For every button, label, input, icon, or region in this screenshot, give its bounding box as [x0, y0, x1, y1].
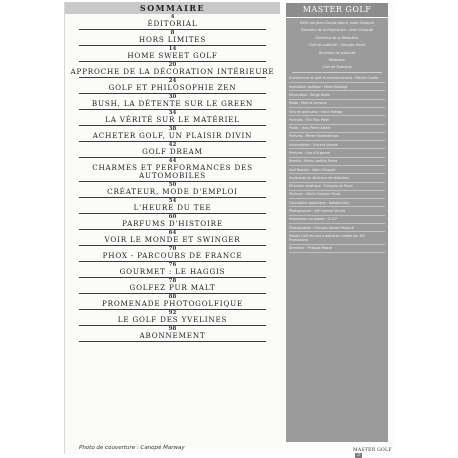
toc-item — [65, 326, 280, 342]
toc-page-number: 76 — [168, 262, 177, 268]
credits-list-item: Directeur : Philippe Massé — [289, 245, 385, 253]
credits-list-item: Parfums : Pierre Hardentemps — [289, 133, 385, 141]
credits-masthead — [286, 18, 388, 70]
credits-list-item: Portraits : Eric Mac Peter — [289, 116, 385, 124]
toc-page-number: 92 — [168, 310, 177, 316]
toc-item — [65, 62, 280, 78]
credits-list-item: Assistante du directeur de rédaction — [289, 174, 385, 182]
credits-list-item: Parfums : Lise d'Argenne — [289, 149, 385, 157]
credits-list-item: Architecture en golf et environnement : Patrick Comte — [289, 75, 385, 83]
toc-page-number: 24 — [168, 78, 177, 84]
credits-masthead-line: Directeur de la Rédaction — [315, 35, 359, 40]
toc-header: SOMMAIRE — [65, 2, 280, 14]
credits-list-item: Immobilier golfique : Marie Baillage — [289, 83, 385, 91]
toc-item — [65, 198, 280, 214]
toc-page-number: 98 — [168, 326, 177, 332]
toc-page-number: 8 — [170, 30, 175, 36]
toc-item — [65, 214, 280, 230]
toc-title: GOLF ET PHILOSOPHIE ZEN — [108, 83, 237, 92]
toc-title: GOLFEZ PUR MALT — [129, 283, 216, 292]
magazine-logo: MASTER GOLF — [286, 3, 388, 17]
toc-title: LA VÉRITÉ SUR LE MATÉRIEL — [105, 115, 240, 124]
toc-title: ABONNEMENT — [139, 331, 206, 340]
toc-title: GOLF DREAM — [142, 147, 203, 156]
toc-item — [65, 278, 280, 294]
credits-list-item: Impression sur papier : G.O.P — [289, 216, 385, 224]
toc-item — [65, 46, 280, 62]
toc-title: HORS LIMITES — [138, 35, 207, 44]
toc-title: CHARMES ET PERFORMANCES DES AUTOMOBILES — [92, 163, 253, 180]
toc-page-number: 4 — [170, 14, 175, 20]
toc-item — [65, 262, 280, 278]
toc-list — [65, 14, 280, 342]
toc-title: L'HEURE DU TEE — [133, 203, 212, 212]
credits-masthead-line: Directeur de publicité — [318, 50, 356, 55]
toc-title: ÉDITORIAL — [147, 19, 198, 28]
toc-title: CRÉATEUR, MODE D'EMPLOI — [107, 187, 238, 196]
toc-page-number: 50 — [168, 182, 177, 188]
toc-title: HOME SWEET GOLF — [127, 51, 218, 60]
magazine-page — [64, 2, 395, 458]
credits-list-item: Conception graphique : Isabelle Jolly — [289, 199, 385, 207]
table-of-contents — [65, 2, 280, 342]
credits-list-item: Mode : Marine Lemone — [289, 100, 385, 108]
credits-list-item: Photo : Jean-Pierre Albert — [289, 125, 385, 133]
toc-title: APPROCHE DE LA DÉCORATION INTÉRIEURE — [70, 67, 275, 76]
toc-item — [65, 310, 280, 326]
cover-photo-caption: Photo de couverture : Canopé Marway — [79, 445, 185, 451]
toc-item — [65, 110, 280, 126]
toc-page-number: 54 — [168, 198, 177, 204]
toc-item — [65, 126, 280, 142]
toc-item — [65, 246, 280, 262]
toc-page-number: 42 — [168, 142, 177, 148]
toc-title: ACHETER GOLF, UN PLAISIR DIVIN — [92, 131, 253, 140]
toc-rule — [79, 341, 266, 342]
toc-page-number: 60 — [168, 214, 177, 220]
toc-page-number: 70 — [168, 246, 177, 252]
toc-item — [65, 78, 280, 94]
toc-item — [65, 14, 280, 30]
credits-list-item: Master Golf est une publication éditée par MG Productions — [289, 232, 385, 244]
credits-list-item: Vins et spiritueux : Henri Helwig — [289, 108, 385, 116]
toc-page-number: 38 — [168, 126, 177, 132]
toc-item — [65, 142, 280, 158]
toc-title: PARFUMS D'HISTOIRE — [122, 219, 223, 228]
toc-item — [65, 158, 280, 182]
credits-list-item: Direction artistique : François de Ravel — [289, 183, 385, 191]
credits-list-item: Golf Passion : Alain Choquet — [289, 166, 385, 174]
credits-masthead-line: Édité par Jean-Claude Aberti, Alain Choquet — [299, 21, 374, 25]
toc-page-number: 44 — [168, 158, 177, 164]
page-number: 3 — [357, 453, 361, 458]
toc-page-number: 34 — [168, 110, 177, 116]
credits-masthead-line: Rédaction — [328, 58, 346, 63]
toc-item — [65, 294, 280, 310]
toc-title: GOURMET : LE HAGGIS — [119, 267, 226, 276]
toc-title: PHOX - PARCOURS DE FRANCE — [102, 251, 243, 260]
toc-page-number: 64 — [168, 230, 177, 236]
toc-item — [65, 94, 280, 110]
toc-item — [65, 182, 280, 198]
toc-title: BUSH, LA DÉTENTE SUR LE GREEN — [91, 99, 254, 108]
toc-item — [65, 30, 280, 46]
toc-title: VOIR LE MONDE ET SWINGER — [104, 235, 241, 244]
toc-page-number: 78 — [168, 278, 177, 284]
credits-list-item: Automobiles : Vincent Julesse — [289, 141, 385, 149]
footer-magazine-name: MASTER GOLF — [353, 448, 392, 453]
toc-title: LE GOLF DES YVELINES — [117, 315, 228, 324]
toc-page-number: 30 — [168, 94, 177, 100]
credits-list-item: Photographie : François-Xavier Pedauré — [289, 224, 385, 232]
toc-title: PROMENADE PHOTOGOLFIQUE — [101, 299, 244, 308]
toc-page-number: 14 — [168, 46, 177, 52]
credits-masthead-line: Chef de Rubrique — [322, 65, 352, 70]
credits-list-item: Stylisme : Marie-Caroline Pouet — [289, 191, 385, 199]
page-footer — [353, 448, 395, 458]
credits-divider — [292, 72, 382, 73]
credits-column — [286, 18, 388, 442]
credits-masthead-line: Chef de publicité : Georges Hecht — [308, 43, 366, 48]
credits-list-item: Photogravure : AM Corinne Vernet — [289, 207, 385, 215]
toc-page-number: 88 — [168, 294, 177, 300]
toc-page-number: 20 — [168, 62, 177, 68]
credits-list — [286, 75, 388, 253]
credits-list-item: Décoration : Serge Bodin — [289, 91, 385, 99]
credits-masthead-line: Directeur de la Publication : Alain Choquet — [301, 28, 373, 33]
toc-item — [65, 230, 280, 246]
credits-list-item: Beauté : Marie-Laetitia Poiret — [289, 158, 385, 166]
